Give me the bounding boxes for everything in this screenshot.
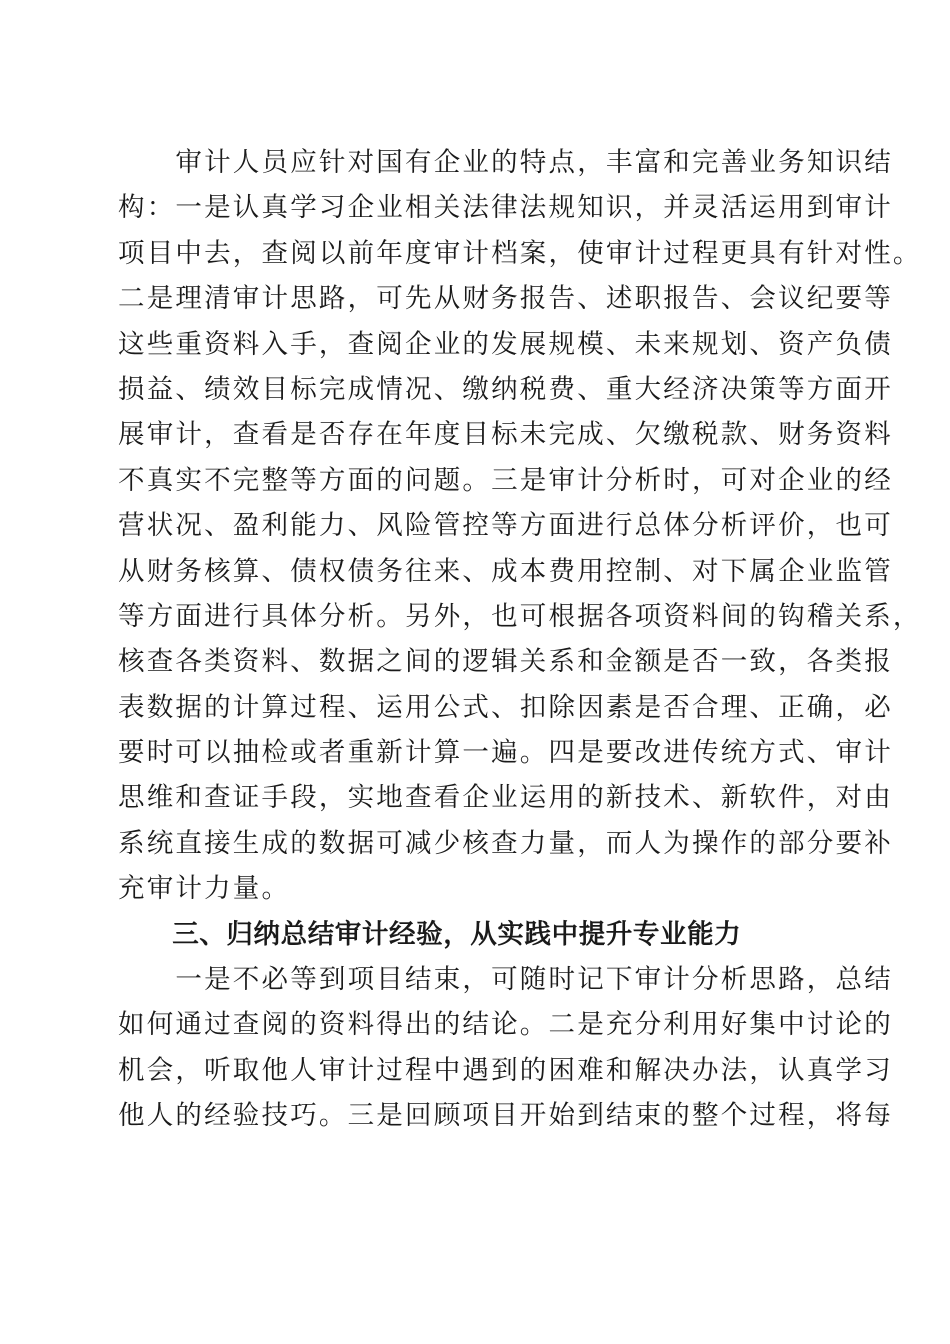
text-line: 思维和查证手段，实地查看企业运用的新技术、新软件，对由 (118, 782, 893, 814)
text-line: 展审计，查看是否存在年度目标未完成、欠缴税款、财务资料 (118, 419, 893, 451)
text-line: 系统直接生成的数据可减少核查力量，而人为操作的部分要补 (118, 827, 893, 859)
document-body (118, 140, 922, 1139)
text-line: 充审计力量。 (118, 873, 291, 905)
paragraph-1 (118, 140, 922, 912)
paragraph-2 (118, 957, 893, 1139)
text-line: 二是理清审计思路，可先从财务报告、述职报告、会议纪要等 (118, 283, 893, 315)
text-line: 一是不必等到项目结束，可随时记下审计分析思路，总结 (118, 964, 893, 996)
text-line: 机会，听取他人审计过程中遇到的困难和解决办法，认真学习 (118, 1054, 893, 1086)
text-line: 不真实不完整等方面的问题。三是审计分析时，可对企业的经 (118, 464, 893, 496)
text-line: 营状况、盈利能力、风险管控等方面进行总体分析评价，也可 (118, 510, 893, 542)
text-line: 等方面进行具体分析。另外，也可根据各项资料间的钩稽关系， (118, 600, 922, 632)
section-heading-text: 三、归纳总结审计经验，从实践中提升专业能力 (118, 918, 742, 950)
text-line: 他人的经验技巧。三是回顾项目开始到结束的整个过程，将每 (118, 1100, 893, 1132)
text-line: 损益、绩效目标完成情况、缴纳税费、重大经济决策等方面开 (118, 373, 893, 405)
text-line: 这些重资料入手，查阅企业的发展规模、未来规划、资产负债 (118, 328, 893, 360)
text-line: 构：一是认真学习企业相关法律法规知识，并灵活运用到审计 (118, 192, 893, 224)
text-line: 项目中去，查阅以前年度审计档案，使审计过程更具有针对性。 (118, 237, 922, 269)
text-line: 如何通过查阅的资料得出的结论。二是充分利用好集中讨论的 (118, 1009, 893, 1041)
text-line: 表数据的计算过程、运用公式、扣除因素是否合理、正确，必 (118, 691, 893, 723)
text-line: 要时可以抽检或者重新计算一遍。四是要改进传统方式、审计 (118, 737, 893, 769)
text-line: 从财务核算、债权债务往来、成本费用控制、对下属企业监管 (118, 555, 893, 587)
text-line: 审计人员应针对国有企业的特点，丰富和完善业务知识结 (118, 147, 893, 178)
text-line: 核查各类资料、数据之间的逻辑关系和金额是否一致，各类报 (118, 646, 893, 678)
section-heading (118, 912, 838, 957)
